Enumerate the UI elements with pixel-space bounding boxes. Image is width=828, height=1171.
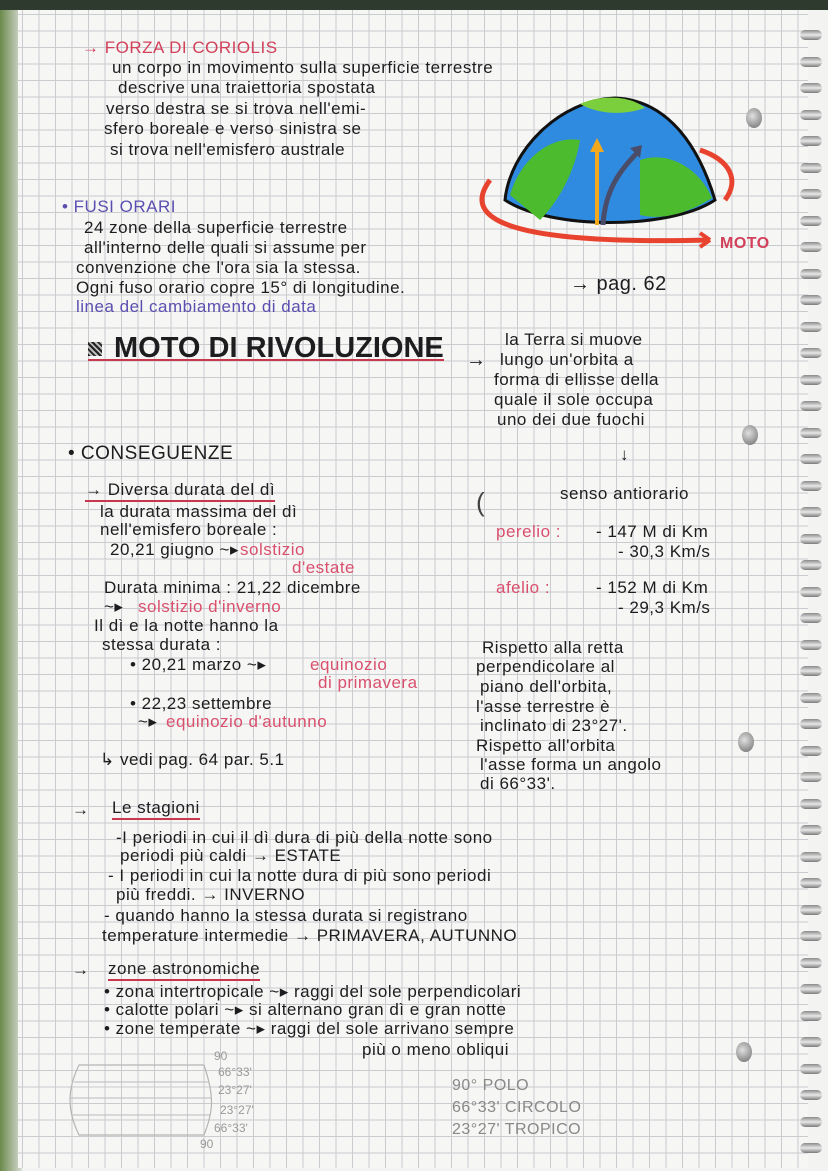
spiral-ring (800, 984, 822, 994)
spiral-ring (800, 825, 822, 835)
coriolis-line: si trova nell'emisfero australe (110, 140, 346, 159)
spiral-ring (800, 507, 822, 517)
moto-label: MOTO (720, 235, 770, 252)
zone-heading (108, 959, 260, 979)
perielio-value: - 30,3 Km/s (618, 542, 711, 561)
spiral-ring (800, 534, 822, 544)
afelio-label: afelio : (496, 578, 551, 597)
sketch-label: 23°27' (218, 1083, 252, 1097)
spiral-ring (800, 401, 822, 411)
asse-line: inclinato di 23°27'. (480, 716, 628, 735)
page-reference: → pag. 62 (570, 273, 667, 295)
afelio-value: - 152 M di Km (596, 578, 709, 597)
spiral-ring (800, 640, 822, 650)
asse-line: l'asse terrestre è (476, 697, 611, 716)
sketch-label: 90 (200, 1137, 214, 1151)
spiral-ring (800, 454, 822, 464)
marzo: • 20,21 marzo ~▸ (130, 655, 267, 674)
coriolis-heading: → FORZA DI CORIOLIS (82, 38, 278, 57)
stagioni-line: più freddi. → INVERNO (116, 885, 306, 904)
asse-line: Rispetto alla retta (482, 638, 624, 657)
squiggle-arrow: ~▸ (104, 597, 124, 616)
zone-heading-text: zone astronomiche (108, 959, 260, 981)
spiral-ring (800, 110, 822, 120)
definition-line: quale il sole occupa (494, 390, 654, 409)
spiral-ring (800, 1064, 822, 1074)
legend-line: 90° POLO (452, 1077, 530, 1094)
spiral-ring (800, 269, 822, 279)
spiral-ring (800, 560, 822, 570)
zone-line: • calotte polari ~▸ si alternano gran dì e gran notte (104, 1000, 507, 1019)
asse-line: l'asse forma un angolo (480, 755, 662, 774)
spiral-ring (800, 958, 822, 968)
fusi-line: 24 zone della superficie terrestre (84, 218, 348, 237)
spiral-ring (800, 1117, 822, 1127)
spiral-ring (800, 1037, 822, 1047)
solstizio-estate: solstizio (240, 540, 305, 559)
asse-line: perpendicolare al (476, 657, 615, 676)
spiral-ring (800, 772, 822, 782)
coriolis-line: sfero boreale e verso sinistra se (104, 119, 362, 138)
stagioni-heading-text: Le stagioni (112, 798, 200, 820)
coriolis-line: descrive una traiettoria spostata (118, 78, 376, 97)
spiral-ring (800, 83, 822, 93)
definition-line: la Terra si muove (505, 330, 643, 349)
punch-hole (738, 732, 754, 752)
durata-minima: Durata minima : 21,22 dicembre (104, 578, 361, 597)
date-line-text: linea del cambiamento di data (76, 297, 317, 316)
spiral-ring (800, 878, 822, 888)
equinozio-autunno: equinozio d'autunno (166, 712, 328, 731)
spiral-ring (800, 216, 822, 226)
equinozio-primavera: di primavera (318, 673, 418, 692)
durata-heading-text: → Diversa durata del dì (85, 480, 275, 502)
stagioni-line: -I periodi in cui il dì dura di più della notte sono (116, 828, 493, 847)
spiral-ring (800, 746, 822, 756)
definition-line: uno dei due fuochi (497, 410, 645, 429)
giugno: 20,21 giugno ~▸ (110, 540, 239, 559)
perielio-value: - 147 M di Km (596, 522, 709, 541)
spiral-ring (800, 30, 822, 40)
asse-line: di 66°33'. (480, 774, 556, 793)
vedi-reference: ↳ vedi pag. 64 par. 5.1 (100, 750, 285, 769)
spiral-ring (800, 587, 822, 597)
arrow: → (72, 800, 90, 819)
equinozio-primavera: equinozio (310, 655, 388, 674)
spiral-ring (800, 1143, 822, 1153)
arrow: → (72, 960, 90, 979)
stagioni-heading (112, 798, 200, 818)
legend-line: 23°27' TROPICO (452, 1121, 582, 1138)
spiral-ring (800, 57, 822, 67)
spiral-ring (800, 136, 822, 146)
spiral-ring (800, 719, 822, 729)
solstizio-inverno: solstizio d'inverno (138, 597, 282, 616)
settembre: • 22,23 settembre (130, 694, 273, 713)
spiral-ring (800, 666, 822, 676)
fusi-line: all'interno delle quali si assume per (84, 238, 367, 257)
spiral-ring (800, 295, 822, 305)
senso-antiorario: senso antiorario (560, 484, 689, 503)
durata-line: nell'emisfero boreale : (100, 520, 278, 539)
spiral-ring (800, 799, 822, 809)
punch-hole (742, 425, 758, 445)
fusi-line: Ogni fuso orario copre 15° di longitudine. (76, 278, 406, 297)
legend-line: 66°33' CIRCOLO (452, 1099, 582, 1116)
spiral-ring (800, 931, 822, 941)
stessa-line: stessa durata : (102, 635, 222, 654)
arrow: → (466, 349, 487, 371)
page-top-edge (0, 0, 828, 10)
spiral-ring (800, 322, 822, 332)
spiral-ring (800, 242, 822, 252)
sketch-label: 90 (214, 1049, 228, 1063)
zone-line: più o meno obliqui (362, 1040, 509, 1059)
fusi-heading: • FUSI ORARI (62, 197, 176, 216)
sketch-label: 66°33' (214, 1121, 248, 1135)
spiral-ring (800, 1090, 822, 1100)
hatched-square-icon (88, 342, 102, 356)
spiral-ring (800, 613, 822, 623)
spiral-ring (800, 1011, 822, 1021)
spiral-ring (800, 481, 822, 491)
definition-line: forma di ellisse della (494, 370, 660, 389)
punch-hole (736, 1042, 752, 1062)
afelio-value: - 29,3 Km/s (618, 598, 711, 617)
coriolis-line: un corpo in movimento sulla superficie terrestre (112, 58, 494, 77)
section-title-text: MOTO DI RIVOLUZIONE (114, 332, 444, 364)
spiral-ring (800, 693, 822, 703)
sketch-label: 23°27' (220, 1103, 254, 1117)
zone-line: • zona intertropicale ~▸ raggi del sole perpendicolari (104, 982, 522, 1001)
zone-line: • zone temperate ~▸ raggi del sole arrivano sempre (104, 1019, 515, 1038)
stagioni-line: - I periodi in cui la notte dura di più sono periodi (108, 866, 492, 885)
section-title (88, 332, 444, 364)
sketch-label: 66°33' (218, 1065, 252, 1079)
definition-line: lungo un'orbita a (500, 350, 634, 369)
durata-heading (85, 480, 275, 500)
coriolis-line: verso destra se si trova nell'emi- (106, 99, 367, 118)
spiral-ring (800, 163, 822, 173)
asse-line: Rispetto all'orbita (476, 736, 616, 755)
spiral-ring (800, 905, 822, 915)
stagioni-line: - quando hanno la stessa durata si registrano (104, 906, 468, 925)
curved-arrow-icon: ( (476, 487, 486, 517)
down-arrow: ↓ (620, 445, 629, 464)
spiral-ring (800, 348, 822, 358)
spiral-ring (800, 428, 822, 438)
stessa-line: Il dì e la notte hanno la (94, 616, 279, 635)
stagioni-line: periodi più caldi → ESTATE (120, 846, 342, 865)
stagioni-line: temperature intermedie → PRIMAVERA, AUTUNNO (102, 926, 518, 945)
spiral-ring (800, 852, 822, 862)
spiral-ring (800, 189, 822, 199)
perielio-label: perelio : (496, 522, 561, 541)
solstizio-estate: d'estate (292, 558, 356, 577)
spiral-ring (800, 375, 822, 385)
asse-line: piano dell'orbita, (480, 677, 613, 696)
earth-zones-sketch (64, 1060, 214, 1140)
durata-line: la durata massima del dì (100, 502, 298, 521)
squiggle-arrow: ~▸ (138, 712, 158, 731)
conseguenze-heading: • CONSEGUENZE (68, 443, 234, 464)
fusi-line: convenzione che l'ora sia la stessa. (76, 258, 361, 277)
